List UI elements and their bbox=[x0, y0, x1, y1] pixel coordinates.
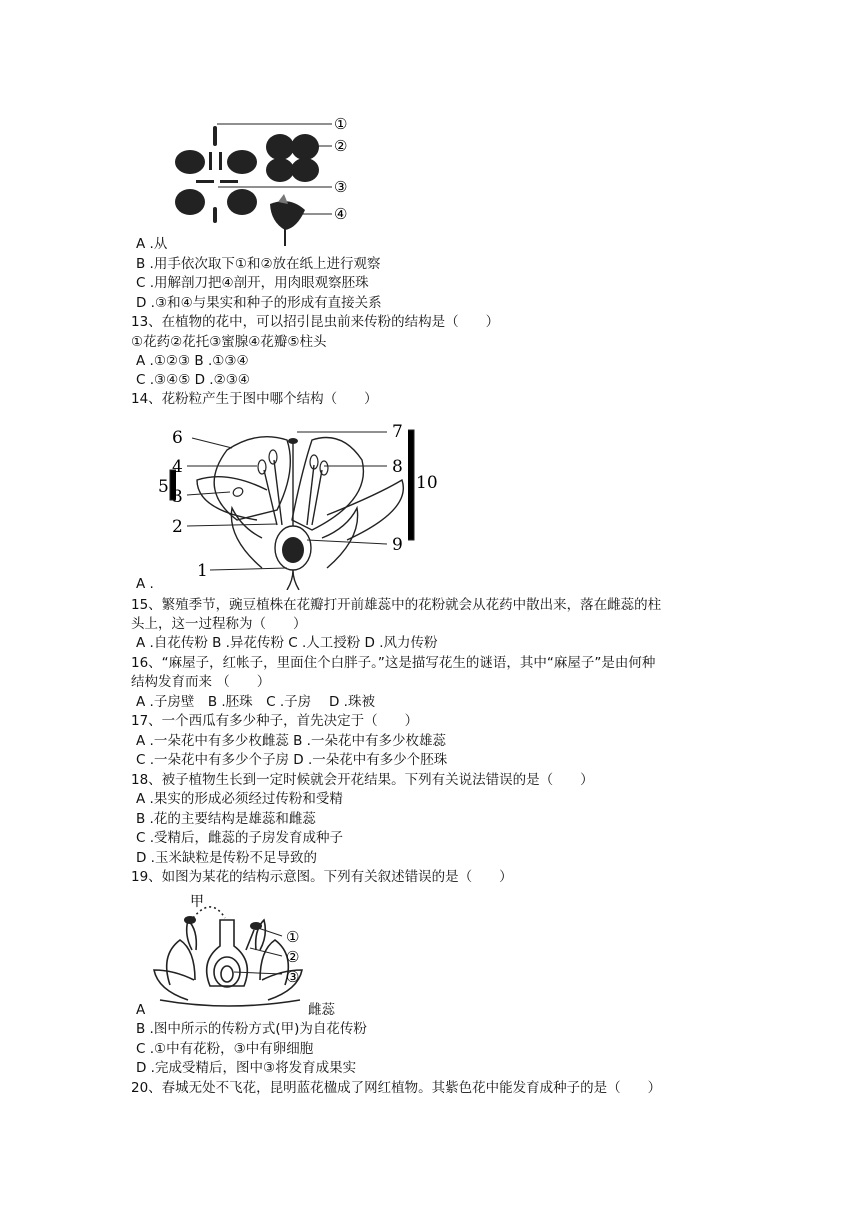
question-16: 16、“麻屋子，红帐子，里面住个白胖子。”这是描写花生的谜语，其中“麻屋子”是由何种 bbox=[131, 655, 656, 671]
figure2-label: 8 bbox=[392, 457, 403, 477]
question-15-cont: 头上，这一过程称为（ ） bbox=[131, 616, 307, 632]
figure2-label: 5 bbox=[158, 477, 169, 497]
option-a-12: A .从 bbox=[136, 236, 168, 252]
figure1-label: ① bbox=[334, 115, 348, 133]
figure2-label: 4 bbox=[172, 457, 183, 477]
figure2-label: 6 bbox=[172, 428, 183, 448]
option-d-12: D .③和④与果实和种子的形成有直接关系 bbox=[136, 295, 382, 311]
question-13: 13、在植物的花中，可以招引昆虫前来传粉的结构是（ ） bbox=[131, 314, 500, 330]
question-20: 20、春城无处不飞花，昆明蓝花楹成了网红植物。其紫色花中能发育成种子的是（ ） bbox=[131, 1080, 662, 1096]
question-16-cont: 结构发育而来 （ ） bbox=[131, 674, 271, 690]
option-c-18: C .受精后，雌蕊的子房发育成种子 bbox=[136, 830, 344, 846]
question-15: 15、繁殖季节，豌豆植株在花瓣打开前雄蕊中的花粉就会从花药中散出来，落在雌蕊的柱 bbox=[131, 597, 662, 613]
figure-pollination bbox=[150, 890, 320, 1016]
option-a-18: A .果实的形成必须经过传粉和受精 bbox=[136, 791, 343, 807]
figure3-label: ② bbox=[286, 948, 300, 966]
figure2-label: 1 bbox=[197, 561, 208, 581]
question-17: 17、一个西瓜有多少种子，首先决定于（ ） bbox=[131, 713, 419, 729]
option-a-19: A bbox=[136, 1002, 146, 1018]
option-b-18: B .花的主要结构是雄蕊和雌蕊 bbox=[136, 811, 316, 827]
option-c-12: C .用解剖刀把④剖开，用肉眼观察胚珠 bbox=[136, 275, 369, 291]
option-a-19-tail: 雌蕊 bbox=[308, 1002, 335, 1018]
question-14: 14、花粉粒产生于图中哪个结构（ ） bbox=[131, 391, 378, 407]
options-13-cd: C .③④⑤ D .②③④ bbox=[136, 372, 250, 388]
figure1-label: ③ bbox=[334, 178, 348, 196]
options-13-ab: A .①②③ B .①③④ bbox=[136, 353, 249, 369]
option-b-19: B .图中所示的传粉方式(甲)为自花传粉 bbox=[136, 1021, 367, 1037]
figure1-label: ④ bbox=[334, 205, 348, 223]
figure2-label: 7 bbox=[392, 422, 403, 442]
figure-flower-dissection bbox=[160, 112, 360, 250]
question-19: 19、如图为某花的结构示意图。下列有关叙述错误的是（ ） bbox=[131, 869, 513, 885]
options-16: A .子房壁 B .胚珠 C .子房 D .珠被 bbox=[136, 694, 375, 710]
option-d-18: D .玉米缺粒是传粉不足导致的 bbox=[136, 850, 317, 866]
figure2-label: 9 bbox=[392, 535, 403, 555]
figure3-label: ① bbox=[286, 928, 300, 946]
figure3-top-label: 甲 bbox=[190, 894, 204, 910]
options-17-cd: C .一朵花中有多少个子房 D .一朵花中有多少个胚珠 bbox=[136, 752, 448, 768]
option-b-12: B .用手依次取下①和②放在纸上进行观察 bbox=[136, 256, 381, 272]
options-17-ab: A .一朵花中有多少枚雌蕊 B .一朵花中有多少枚雄蕊 bbox=[136, 733, 446, 749]
option-d-19: D .完成受精后，图中③将发育成果实 bbox=[136, 1060, 357, 1076]
question-18: 18、被子植物生长到一定时候就会开花结果。下列有关说法错误的是（ ） bbox=[131, 772, 594, 788]
option-c-19: C .①中有花粉，③中有卵细胞 bbox=[136, 1041, 314, 1057]
question-13-items: ①花药②花托③蜜腺④花瓣⑤柱头 bbox=[131, 334, 327, 350]
figure2-label: 3 bbox=[172, 487, 183, 507]
figure1-label: ② bbox=[334, 137, 348, 155]
option-a-14: A . bbox=[136, 576, 154, 592]
figure2-label: 10 bbox=[416, 473, 438, 493]
figure2-label: 2 bbox=[172, 517, 183, 537]
options-15: A .自花传粉 B .异花传粉 C .人工授粉 D .风力传粉 bbox=[136, 635, 438, 651]
figure3-label: ③ bbox=[286, 968, 300, 986]
figure-flower-structure bbox=[152, 420, 452, 590]
